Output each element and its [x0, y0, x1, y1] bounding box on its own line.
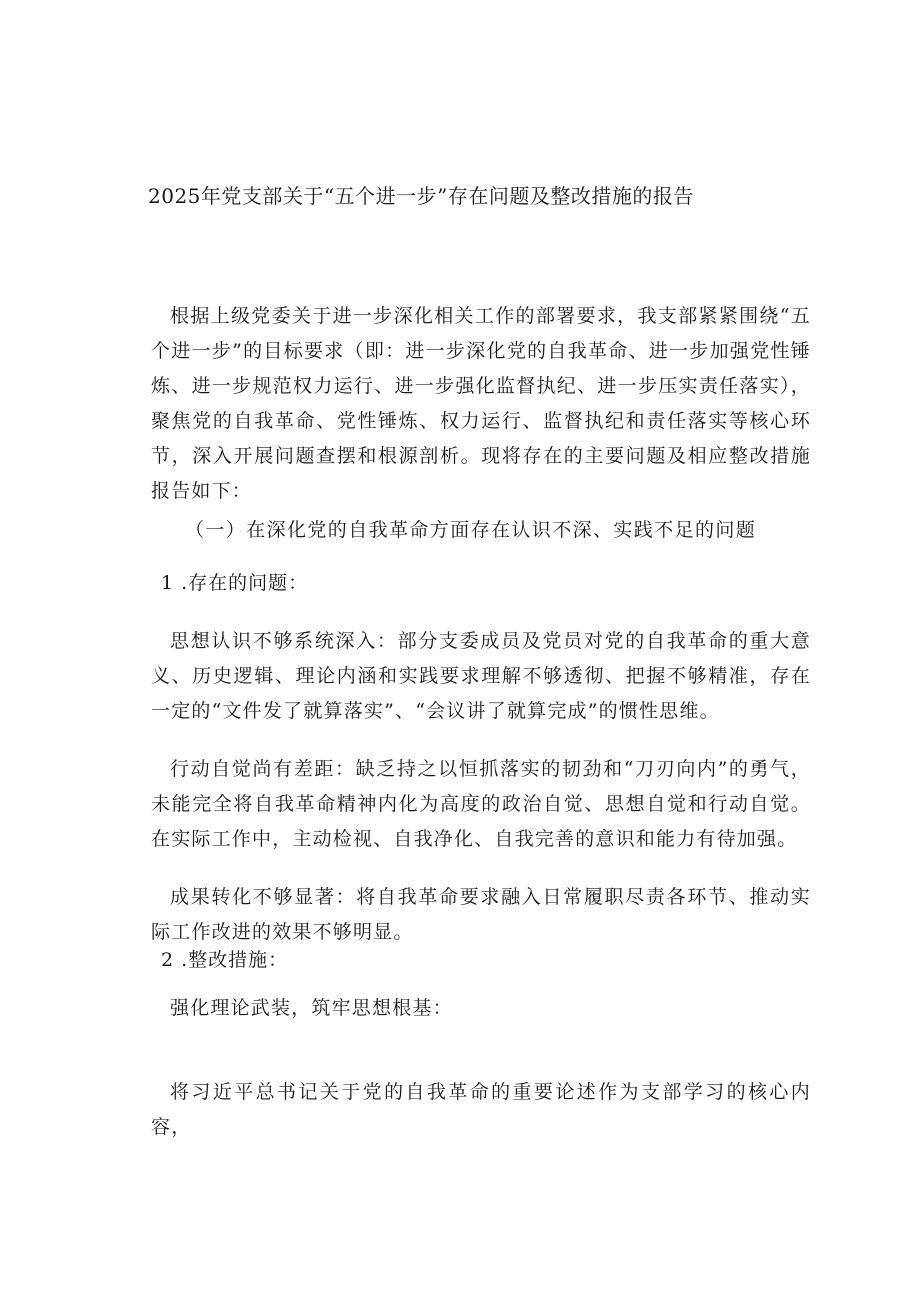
document-title: 2025年党支部关于“五个进一步”存在问题及整改措施的报告: [148, 184, 694, 208]
problem-paragraph-thinking: 思想认识不够系统深入：部分支委成员及党员对党的自我革命的重大意义、历史逻辑、理论内涵和实践要求理解不够透彻、把握不够精准，存在一定的“文件发了就算落实”、“会议讲了就算完成”的惯性思维。: [151, 630, 811, 722]
intro-paragraph: 根据上级党委关于进一步深化相关工作的部署要求，我支部紧紧围绕“五个进一步”的目标要求（即：进一步深化党的自我革命、进一步加强党性锤炼、进一步规范权力运行、进一步强化监督执纪、进一步压实责任落实），聚焦党的自我革命、党性锤炼、权力运行、监督执纪和责任落实等核心环节，深入开展问题查摆和根源剖析。现将存在的主要问题及相应整改措施报告如下：: [151, 305, 811, 502]
section-heading: （一）在深化党的自我革命方面存在认识不深、实践不足的问题: [185, 519, 757, 541]
measures-heading: 2 .整改措施：: [161, 949, 289, 971]
problem-paragraph-action: 行动自觉尚有差距：缺乏持之以恒抓落实的韧劲和“刀刃向内”的勇气，未能完全将自我革命精神内化为高度的政治自觉、思想自觉和行动自觉。在实际工作中，主动检视、自我净化、自我完善的意识和能力有待加强。: [151, 758, 811, 850]
measure-paragraph-strengthen: 强化理论武装，筑牢思想根基：: [170, 997, 453, 1019]
problems-heading: 1 .存在的问题：: [161, 572, 309, 594]
problem-paragraph-results: 成果转化不够显著：将自我革命要求融入日常履职尽责各环节、推动实际工作改进的效果不够明显。: [151, 886, 811, 943]
measure-paragraph-study: 将习近平总书记关于党的自我革命的重要论述作为支部学习的核心内容，: [151, 1081, 811, 1138]
